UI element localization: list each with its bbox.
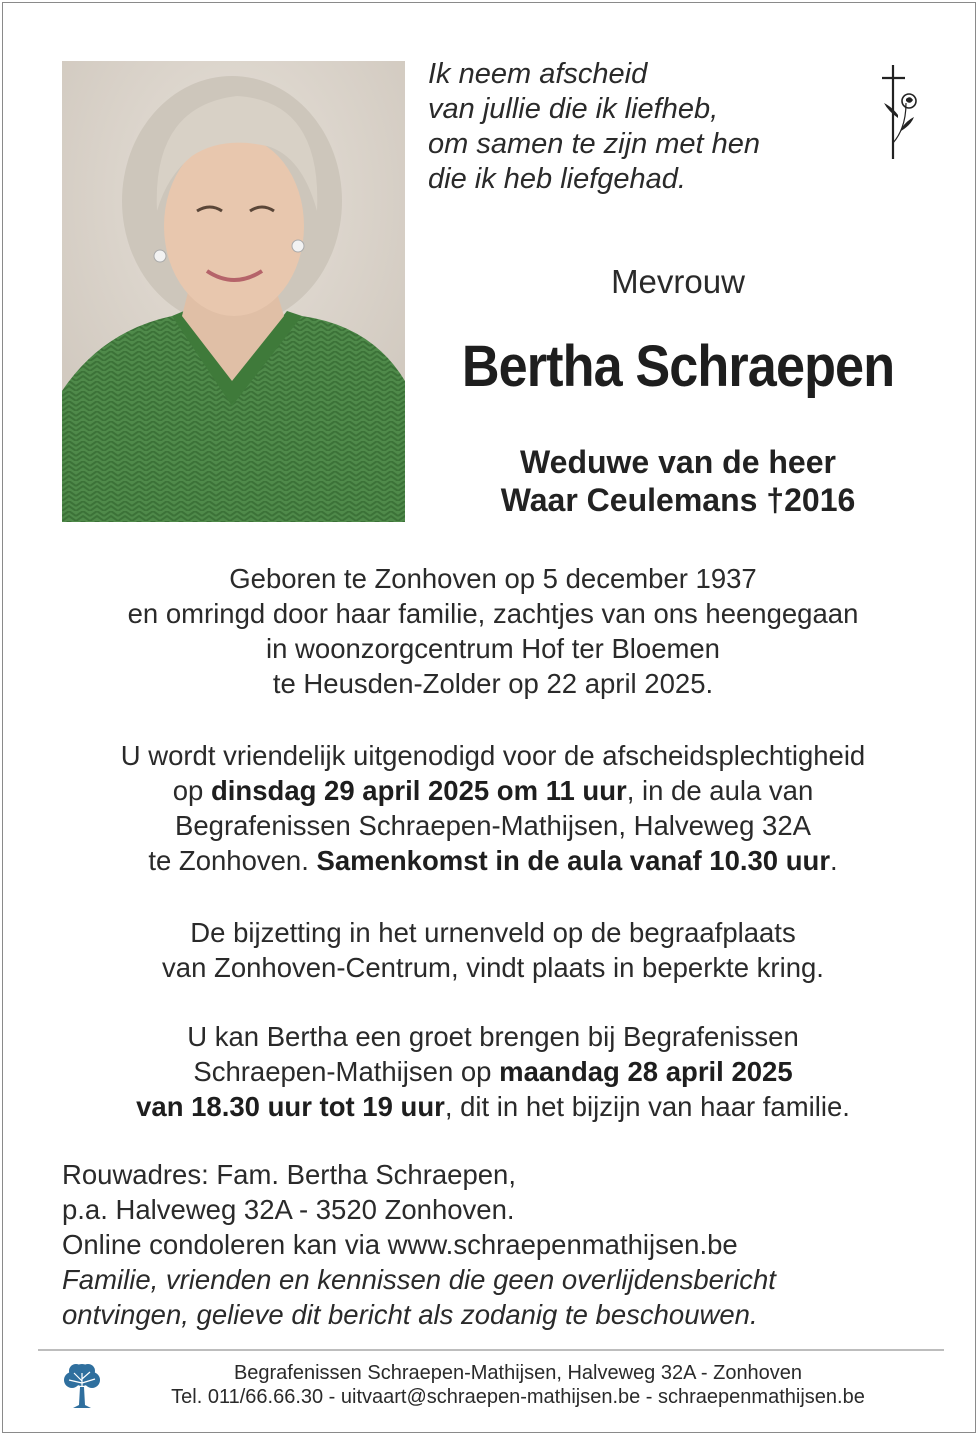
postal-address: p.a. Halveweg 32A - 3520 Zonhoven. — [62, 1194, 515, 1225]
portrait-illustration — [62, 61, 405, 522]
text-line: U kan Bertha een groet brengen bij Begrafenissen — [187, 1021, 799, 1052]
visit-time: van 18.30 uur tot 19 uur — [136, 1091, 445, 1122]
notice-line: Familie, vrienden en kennissen die geen overlijdensbericht — [62, 1264, 776, 1295]
honorific: Mevrouw — [611, 263, 745, 300]
widow-line: Weduwe van de heer — [520, 444, 836, 480]
condolence-link[interactable]: Online condoleren kan via www.schraepenmathijsen.be — [62, 1229, 738, 1260]
divider — [38, 1349, 944, 1351]
notice-line: ontvingen, gelieve dit bericht als zodanig te beschouwen. — [62, 1299, 758, 1330]
visit-paragraph — [43, 1019, 943, 1124]
text-line — [43, 773, 943, 808]
contact-block — [62, 1157, 942, 1332]
text-line: De bijzetting in het urnenveld op de begraafplaats — [190, 917, 796, 948]
text-fragment: te Zonhoven. — [148, 845, 317, 876]
text-line: Begrafenissen Schraepen-Mathijsen, Halveweg 32A — [175, 810, 811, 841]
text-fragment: . — [830, 845, 838, 876]
birth-paragraph — [43, 561, 943, 701]
poem — [428, 57, 848, 197]
text-line — [43, 1089, 943, 1124]
funeral-home-footer — [103, 1361, 933, 1409]
visit-date: maandag 28 april 2025 — [499, 1056, 793, 1087]
footer-address: Begrafenissen Schraepen-Mathijsen, Halveweg 32A - Zonhoven — [233, 1362, 803, 1384]
deceased-name: Bertha Schraepen — [461, 334, 895, 399]
poem-line: die ik heb liefgehad. — [428, 163, 686, 195]
tree-logo-icon — [61, 1361, 103, 1411]
ceremony-paragraph — [43, 738, 943, 878]
poem-line: om samen te zijn met hen — [428, 128, 761, 160]
text-line: Geboren te Zonhoven op 5 december 1937 — [229, 563, 757, 594]
text-line — [43, 1054, 943, 1089]
mourning-address: Rouwadres: Fam. Bertha Schraepen, — [62, 1159, 516, 1190]
text-fragment: , in de aula van — [626, 775, 814, 806]
ceremony-date: dinsdag 29 april 2025 om 11 uur — [210, 775, 627, 806]
text-line — [43, 843, 943, 878]
text-line: te Heusden-Zolder op 22 april 2025. — [272, 668, 714, 699]
text-line: van Zonhoven-Centrum, vindt plaats in beperkte kring. — [162, 952, 824, 983]
obituary-card — [2, 2, 976, 1433]
poem-line: van jullie die ik liefheb, — [428, 93, 719, 125]
text-fragment: Schraepen-Mathijsen op — [193, 1056, 500, 1087]
text-line: in woonzorgcentrum Hof ter Bloemen — [266, 633, 720, 664]
widow-notice — [413, 443, 943, 519]
poem-line: Ik neem afscheid — [428, 58, 648, 90]
widow-line: Waar Ceulemans †2016 — [500, 482, 856, 518]
text-fragment: , dit in het bijzijn van haar familie. — [444, 1091, 850, 1122]
cross-with-rose-icon — [876, 63, 926, 163]
text-fragment: op — [172, 775, 211, 806]
portrait-photo — [62, 61, 405, 522]
gathering-time: Samenkomst in de aula vanaf 10.30 uur — [316, 845, 831, 876]
text-line: en omringd door haar familie, zachtjes van ons heengegaan — [127, 598, 859, 629]
text-line: U wordt vriendelijk uitgenodigd voor de afscheidsplechtigheid — [120, 740, 866, 771]
footer-contact: Tel. 011/66.66.30 - uitvaart@schraepen-mathijsen.be - schraepenmathijsen.be — [171, 1386, 865, 1408]
burial-paragraph — [43, 915, 943, 985]
